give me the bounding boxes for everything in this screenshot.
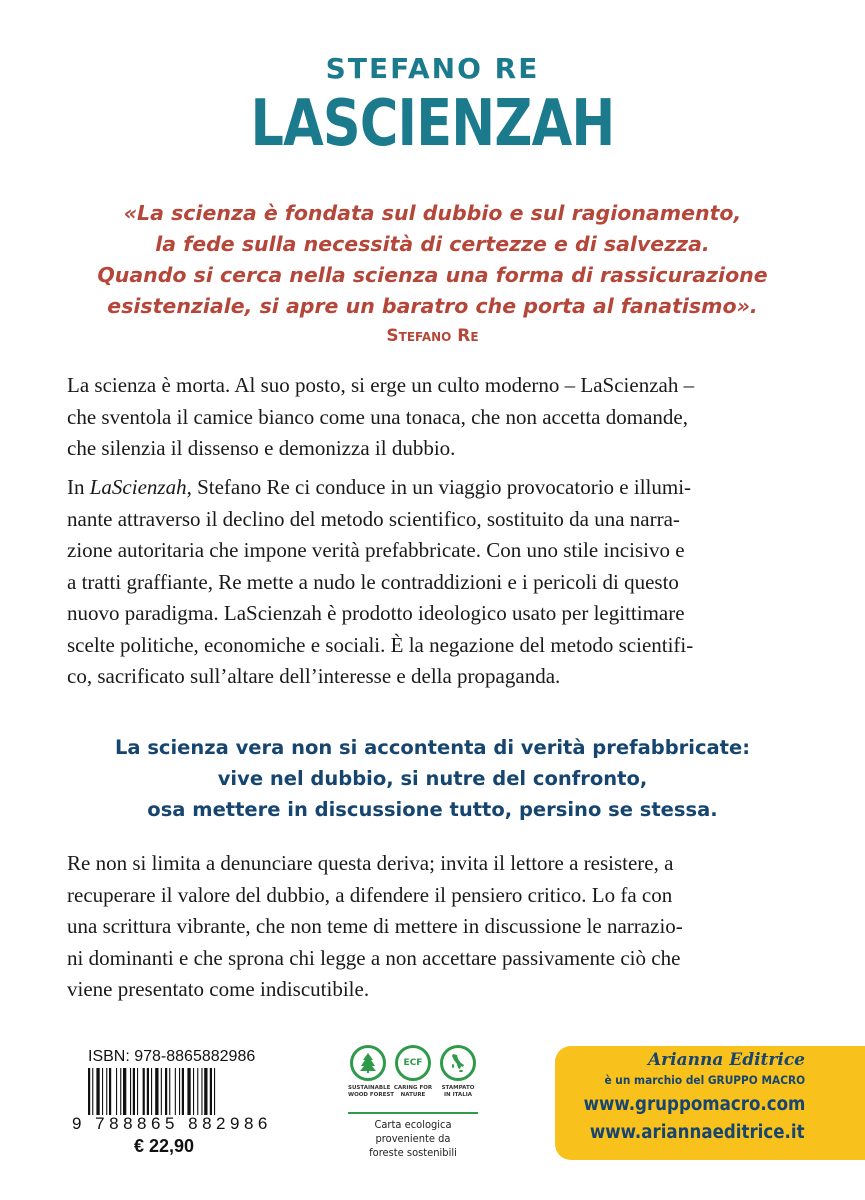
- eco-label-line: SUSTAINABLE: [348, 1085, 391, 1091]
- barcode-bar: [214, 1068, 215, 1115]
- barcode-icon: [88, 1068, 248, 1115]
- barcode-bar: [123, 1068, 126, 1115]
- book-title-italic: LaScienzah: [89, 475, 187, 499]
- eco-paper-note: [346, 1118, 481, 1160]
- text-line: ni dominanti e che sprona chi legge a non accettare passivamente ciò che: [67, 945, 681, 970]
- quote-line: la fede sulla necessità di certezze e di salvezza.: [155, 232, 710, 256]
- barcode-bar: [96, 1068, 99, 1115]
- text-line: La scienza è morta. Al suo posto, si erge un culto moderno – LaScienzah –: [67, 373, 695, 397]
- barcode-bar: [147, 1068, 149, 1115]
- barcode-bar: [151, 1068, 152, 1115]
- text-line: Re non si limita a denunciare questa deriva; invita il lettore a resistere, a: [67, 851, 674, 875]
- eco-label-line: CARING FOR: [393, 1085, 433, 1091]
- tree-icon: [350, 1045, 386, 1081]
- barcode-bar: [116, 1068, 117, 1115]
- barcode-bar: [165, 1068, 167, 1115]
- eco-label-line: STAMPATO: [441, 1085, 475, 1091]
- text-line: una scrittura vibrante, che non teme di mettere in discussione le narrazio-: [67, 914, 683, 938]
- barcode-bar: [106, 1068, 107, 1115]
- quote-line: Quando si cerca nella scienza una forma di rassicurazione: [97, 263, 768, 287]
- barcode-bar: [109, 1068, 111, 1115]
- text-line: zione autoritaria che impone verità prefabbricate. Con uno stile incisivo e: [67, 538, 685, 562]
- eco-label-line: IN ITALIA: [444, 1092, 472, 1098]
- highlight-line: vive nel dubbio, si nutre del confronto,: [217, 767, 648, 790]
- text-line: nante attraverso il declino del metodo scientifico, sostituito da una narra-: [67, 506, 680, 531]
- book-title: LASCIENZAH: [250, 87, 615, 161]
- barcode-bar: [204, 1068, 207, 1115]
- barcode-bar: [137, 1068, 138, 1115]
- quote-line: esistenziale, si apre un baratro che porta al fanatismo».: [107, 294, 758, 318]
- text-line: a tratti graffiante, Re mette a nudo le contraddizioni e i pericoli di questo: [67, 569, 679, 594]
- text-line: co, sacrificato sull’altare dell’interesse e della propaganda.: [67, 664, 561, 688]
- barcode-bar: [182, 1068, 184, 1115]
- epigraph-quote: [0, 198, 865, 322]
- author-name: STEFANO RE: [325, 52, 540, 85]
- publisher-url-gruppomacro[interactable]: www.gruppomacro.com: [583, 1094, 805, 1115]
- ecf-icon: ECF: [395, 1045, 431, 1081]
- quote-attribution: Stefano Re: [386, 326, 479, 346]
- barcode-bar: [169, 1068, 170, 1115]
- barcode-bar: [210, 1068, 212, 1115]
- barcode-bar: [193, 1068, 194, 1115]
- barcode-bar: [130, 1068, 131, 1115]
- text-prefix: In: [67, 475, 90, 499]
- publisher-box: [555, 1046, 865, 1160]
- barcode-bar: [197, 1068, 198, 1115]
- isbn-label: ISBN: 978-8865882986: [88, 1048, 256, 1065]
- quote-line: «La scienza è fondata sul dubbio e sul ragionamento,: [123, 201, 742, 225]
- barcode-bar: [161, 1068, 162, 1115]
- eco-badge: [438, 1045, 478, 1099]
- barcode-bar: [102, 1068, 103, 1115]
- barcode-bar: [92, 1068, 93, 1115]
- text-line: recuperare il valore del dubbio, a difendere il pensiero critico. Lo fa con: [67, 882, 673, 907]
- publisher-subtitle: è un marchio del GRUPPO MACRO: [604, 1073, 805, 1087]
- price: € 22,90: [134, 1136, 195, 1156]
- barcode-bar: [201, 1068, 202, 1115]
- eco-badge: [348, 1045, 395, 1099]
- text-line: viene presentato come indiscutibile.: [67, 977, 370, 1001]
- highlight-line: osa mettere in discussione tutto, persino se stessa.: [147, 798, 718, 821]
- eco-badge: [393, 1045, 433, 1099]
- text-line: che sventola il camice bianco come una tonaca, che non accetta domande,: [67, 404, 688, 429]
- barcode-bar: [155, 1068, 158, 1115]
- eco-label-line: WOOD FOREST: [348, 1092, 395, 1098]
- text-line: che silenzia il dissenso e demonizza il dubbio.: [67, 436, 456, 460]
- paragraph-description: [67, 472, 800, 693]
- barcode-bar: [143, 1068, 145, 1115]
- text-line: scelte politiche, economiche e sociali. È la negazione del metodo scientifi-: [67, 632, 694, 657]
- barcode-bar: [187, 1068, 190, 1115]
- eco-text-line: foreste sostenibili: [369, 1146, 457, 1159]
- italy-map-icon: [440, 1045, 476, 1081]
- barcode-bar: [133, 1068, 135, 1115]
- text-line: nuovo paradigma. LaScienzah è prodotto ideologico usato per legittimare: [67, 601, 685, 625]
- barcode-digits: 9 788865 882986: [72, 1114, 272, 1133]
- paragraph-conclusion: [67, 848, 800, 1006]
- eco-divider: [348, 1112, 478, 1114]
- publisher-name: Arianna Editrice: [647, 1050, 805, 1070]
- eco-text-line: proveniente da: [375, 1132, 451, 1145]
- highlight-line: La scienza vera non si accontenta di verità prefabbricate:: [114, 736, 751, 759]
- barcode-bar: [175, 1068, 176, 1115]
- barcode-bar: [88, 1068, 90, 1115]
- barcode-bar: [120, 1068, 121, 1115]
- text-rest: , Stefano Re ci conduce in un viaggio provocatorio e illumi-: [186, 475, 692, 499]
- paragraph-intro: [67, 370, 800, 465]
- eco-label-line: NATURE: [400, 1092, 426, 1098]
- text-line: [67, 472, 800, 504]
- publisher-url-arianna[interactable]: www.ariannaeditrice.it: [590, 1122, 805, 1143]
- eco-text-line: Carta ecologica: [374, 1118, 452, 1131]
- highlight-statement: [0, 732, 865, 825]
- barcode-bar: [179, 1068, 180, 1115]
